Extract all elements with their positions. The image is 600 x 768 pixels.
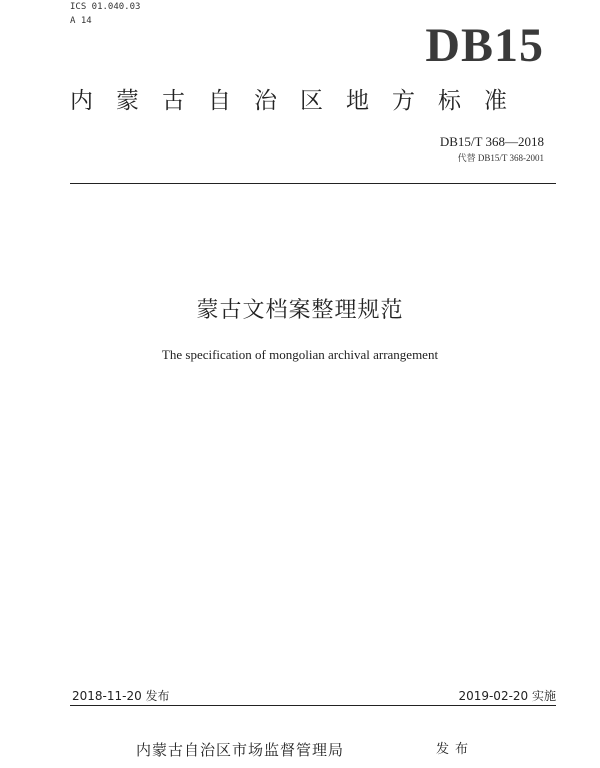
classification-code: A 14: [70, 16, 92, 26]
issuing-authority: 内蒙古自治区市场监督管理局: [136, 741, 345, 759]
document-title-english: The specification of mongolian archival arrangement: [161, 347, 439, 362]
release-date: 2018-11-20 发布: [72, 689, 170, 703]
top-rule: [70, 183, 556, 184]
replaces-note: 代替 DB15/T 368-2001: [457, 153, 544, 163]
issue-label: 发布: [436, 742, 475, 757]
standard-logo: DB15: [425, 19, 544, 72]
bottom-rule: [70, 705, 556, 706]
implementation-date: 2019-02-20 实施: [458, 689, 556, 703]
ics-code: ICS 01.040.03: [70, 2, 141, 12]
document-title-chinese: 蒙古文档案整理规范: [196, 298, 404, 323]
standard-number: DB15/T 368—2018: [439, 134, 544, 149]
standard-type-heading: 内蒙古自治区地方标准: [70, 88, 530, 114]
